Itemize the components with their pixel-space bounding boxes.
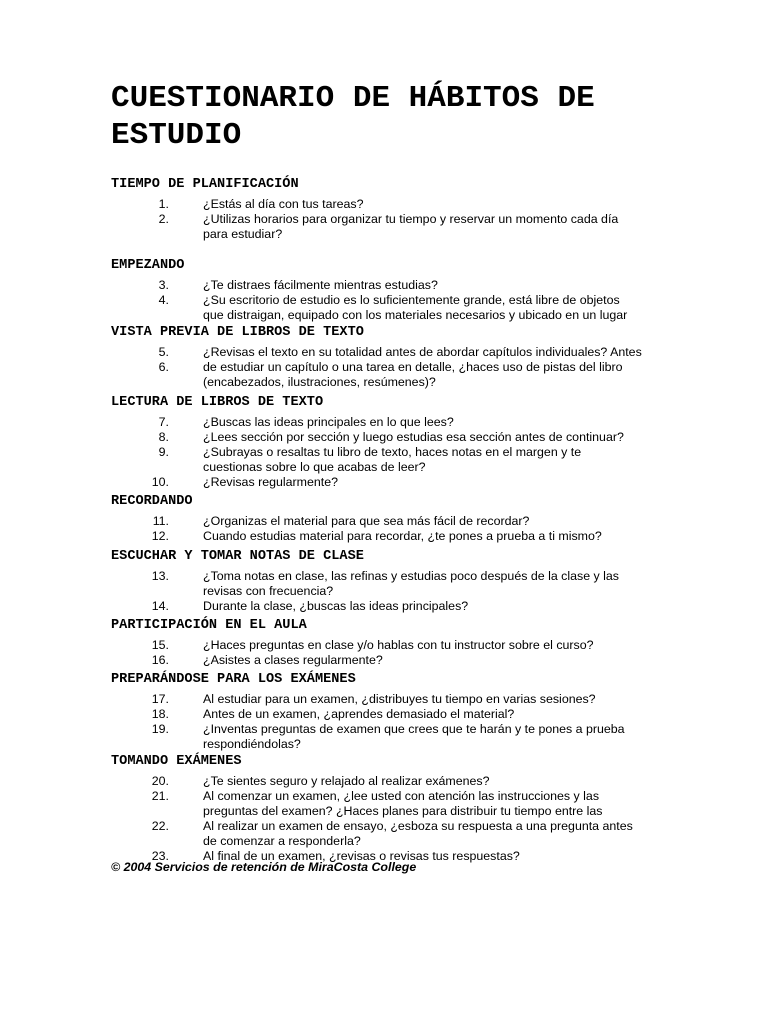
section-heading: TIEMPO DE PLANIFICACIÓN [111, 177, 299, 192]
section-heading: ESCUCHAR Y TOMAR NOTAS DE CLASE [111, 549, 364, 564]
question-item [111, 722, 643, 752]
question-text: ¿Utilizas horarios para organizar tu tiempo y reservar un momento cada día para estudiar? [203, 211, 619, 241]
question-number: 19. [151, 721, 169, 736]
copyright-footer: © 2004 Servicios de retención de MiraCosta College [111, 860, 417, 874]
question-number: 3. [158, 278, 169, 292]
question-text: ¿Buscas las ideas principales en lo que lees? [203, 415, 454, 429]
question-text: Durante la clase, ¿buscas las ideas principales? [203, 598, 469, 613]
question-number: 18. [151, 706, 169, 721]
section-heading: PREPARÁNDOSE PARA LOS EXÁMENES [111, 672, 356, 687]
question-item [111, 707, 643, 722]
question-text: de estudiar un capítulo o una tarea en detalle, ¿haces uso de pistas del libro (encabezados, ilustraciones, resúmenes)? [203, 359, 623, 389]
question-item [111, 692, 643, 707]
section-heading: EMPEZANDO [111, 258, 185, 273]
question-text: ¿Estás al día con tus tareas? [203, 197, 364, 211]
question-item [111, 293, 643, 323]
question-number: 2. [158, 211, 169, 226]
question-number: 9. [158, 444, 169, 459]
question-number: 13. [151, 569, 169, 583]
section-heading: TOMANDO EXÁMENES [111, 754, 242, 769]
question-item [111, 514, 643, 529]
question-text: ¿Toma notas en clase, las refinas y estudias poco después de la clase y las revisas con frecuencia? [203, 569, 619, 598]
question-number: 6. [158, 359, 169, 374]
question-item [111, 445, 643, 475]
question-item [111, 789, 643, 819]
question-number: 21. [151, 788, 169, 803]
section-preparandose-para-los-examenes [111, 672, 671, 752]
question-item [111, 360, 643, 390]
section-lectura-de-libros-de-texto [111, 395, 671, 490]
document-title: CUESTIONARIO DE HÁBITOS DE ESTUDIO [111, 81, 595, 153]
question-text: ¿Su escritorio de estudio es lo suficientemente grande, está libre de objetos que distraigan, equipado con los materiales necesarios y ubicado en un lugar [203, 292, 628, 322]
question-text: ¿Revisas regularmente? [203, 474, 338, 489]
section-vista-previa-de-libros-de-texto [111, 325, 671, 390]
question-text: ¿Asistes a clases regularmente? [203, 652, 383, 667]
question-text: Antes de un examen, ¿aprendes demasiado el material? [203, 706, 515, 721]
question-number: 11. [152, 514, 169, 528]
question-item [111, 415, 643, 430]
question-text: Al estudiar para un examen, ¿distribuyes tu tiempo en varias sesiones? [203, 692, 596, 706]
question-number: 5. [158, 345, 169, 359]
question-text: ¿Inventas preguntas de examen que crees que te harán y te pones a prueba respondiéndolas? [203, 721, 625, 751]
section-recordando [111, 494, 671, 544]
question-number: 22. [151, 818, 169, 833]
question-text: ¿Lees sección por sección y luego estudias esa sección antes de continuar? [203, 429, 624, 444]
question-text: ¿Subrayas o resaltas tu libro de texto, haces notas en el margen y te cuestionas sobre lo que acabas de leer? [203, 444, 582, 474]
question-number: 12. [151, 528, 169, 543]
question-item [111, 212, 643, 242]
question-number: 4. [158, 292, 169, 307]
section-heading: VISTA PREVIA DE LIBROS DE TEXTO [111, 325, 364, 340]
question-text: ¿Te sientes seguro y relajado al realizar exámenes? [203, 774, 490, 788]
question-item [111, 774, 643, 789]
question-text: Al realizar un examen de ensayo, ¿esboza su respuesta a una pregunta antes de comenzar a responderla? [203, 818, 633, 848]
question-number: 23. [151, 848, 169, 863]
question-text: ¿Haces preguntas en clase y/o hablas con tu instructor sobre el curso? [203, 638, 594, 652]
question-text: Al final de un examen, ¿revisas o revisas tus respuestas? [203, 848, 520, 863]
question-text: Cuando estudias material para recordar, ¿te pones a prueba a ti mismo? [203, 528, 602, 543]
question-item [111, 819, 643, 849]
question-item [111, 475, 643, 490]
question-number: 17. [151, 692, 169, 706]
question-item [111, 430, 643, 445]
question-item [111, 653, 643, 668]
question-item [111, 569, 643, 599]
question-item [111, 638, 643, 653]
question-number: 20. [151, 774, 169, 788]
question-number: 1. [158, 197, 169, 211]
question-item [111, 345, 643, 360]
question-text: ¿Te distraes fácilmente mientras estudias? [203, 278, 438, 292]
section-escuchar-y-tomar-notas [111, 549, 671, 614]
section-tomando-examenes [111, 754, 671, 863]
question-text: ¿Revisas el texto en su totalidad antes de abordar capítulos individuales? Antes [203, 345, 642, 359]
question-text: ¿Organizas el material para que sea más fácil de recordar? [203, 514, 530, 528]
question-item [111, 529, 643, 544]
question-number: 16. [151, 652, 169, 667]
question-item [111, 599, 643, 614]
question-number: 10. [151, 474, 169, 489]
question-text: Al comenzar un examen, ¿lee usted con atención las instrucciones y las preguntas del examen? ¿Haces planes para distribuir tu tiempo entre las [203, 788, 603, 818]
question-number: 7. [158, 415, 169, 429]
section-heading: RECORDANDO [111, 494, 193, 509]
section-tiempo-de-planificacion [111, 177, 671, 242]
question-number: 8. [158, 429, 169, 444]
question-number: 14. [151, 598, 169, 613]
question-item [111, 197, 643, 212]
section-empezando [111, 258, 671, 323]
section-heading: PARTICIPACIÓN EN EL AULA [111, 618, 307, 633]
question-item [111, 278, 643, 293]
question-number: 15. [151, 638, 169, 652]
section-heading: LECTURA DE LIBROS DE TEXTO [111, 395, 324, 410]
section-participacion-en-el-aula [111, 618, 671, 668]
